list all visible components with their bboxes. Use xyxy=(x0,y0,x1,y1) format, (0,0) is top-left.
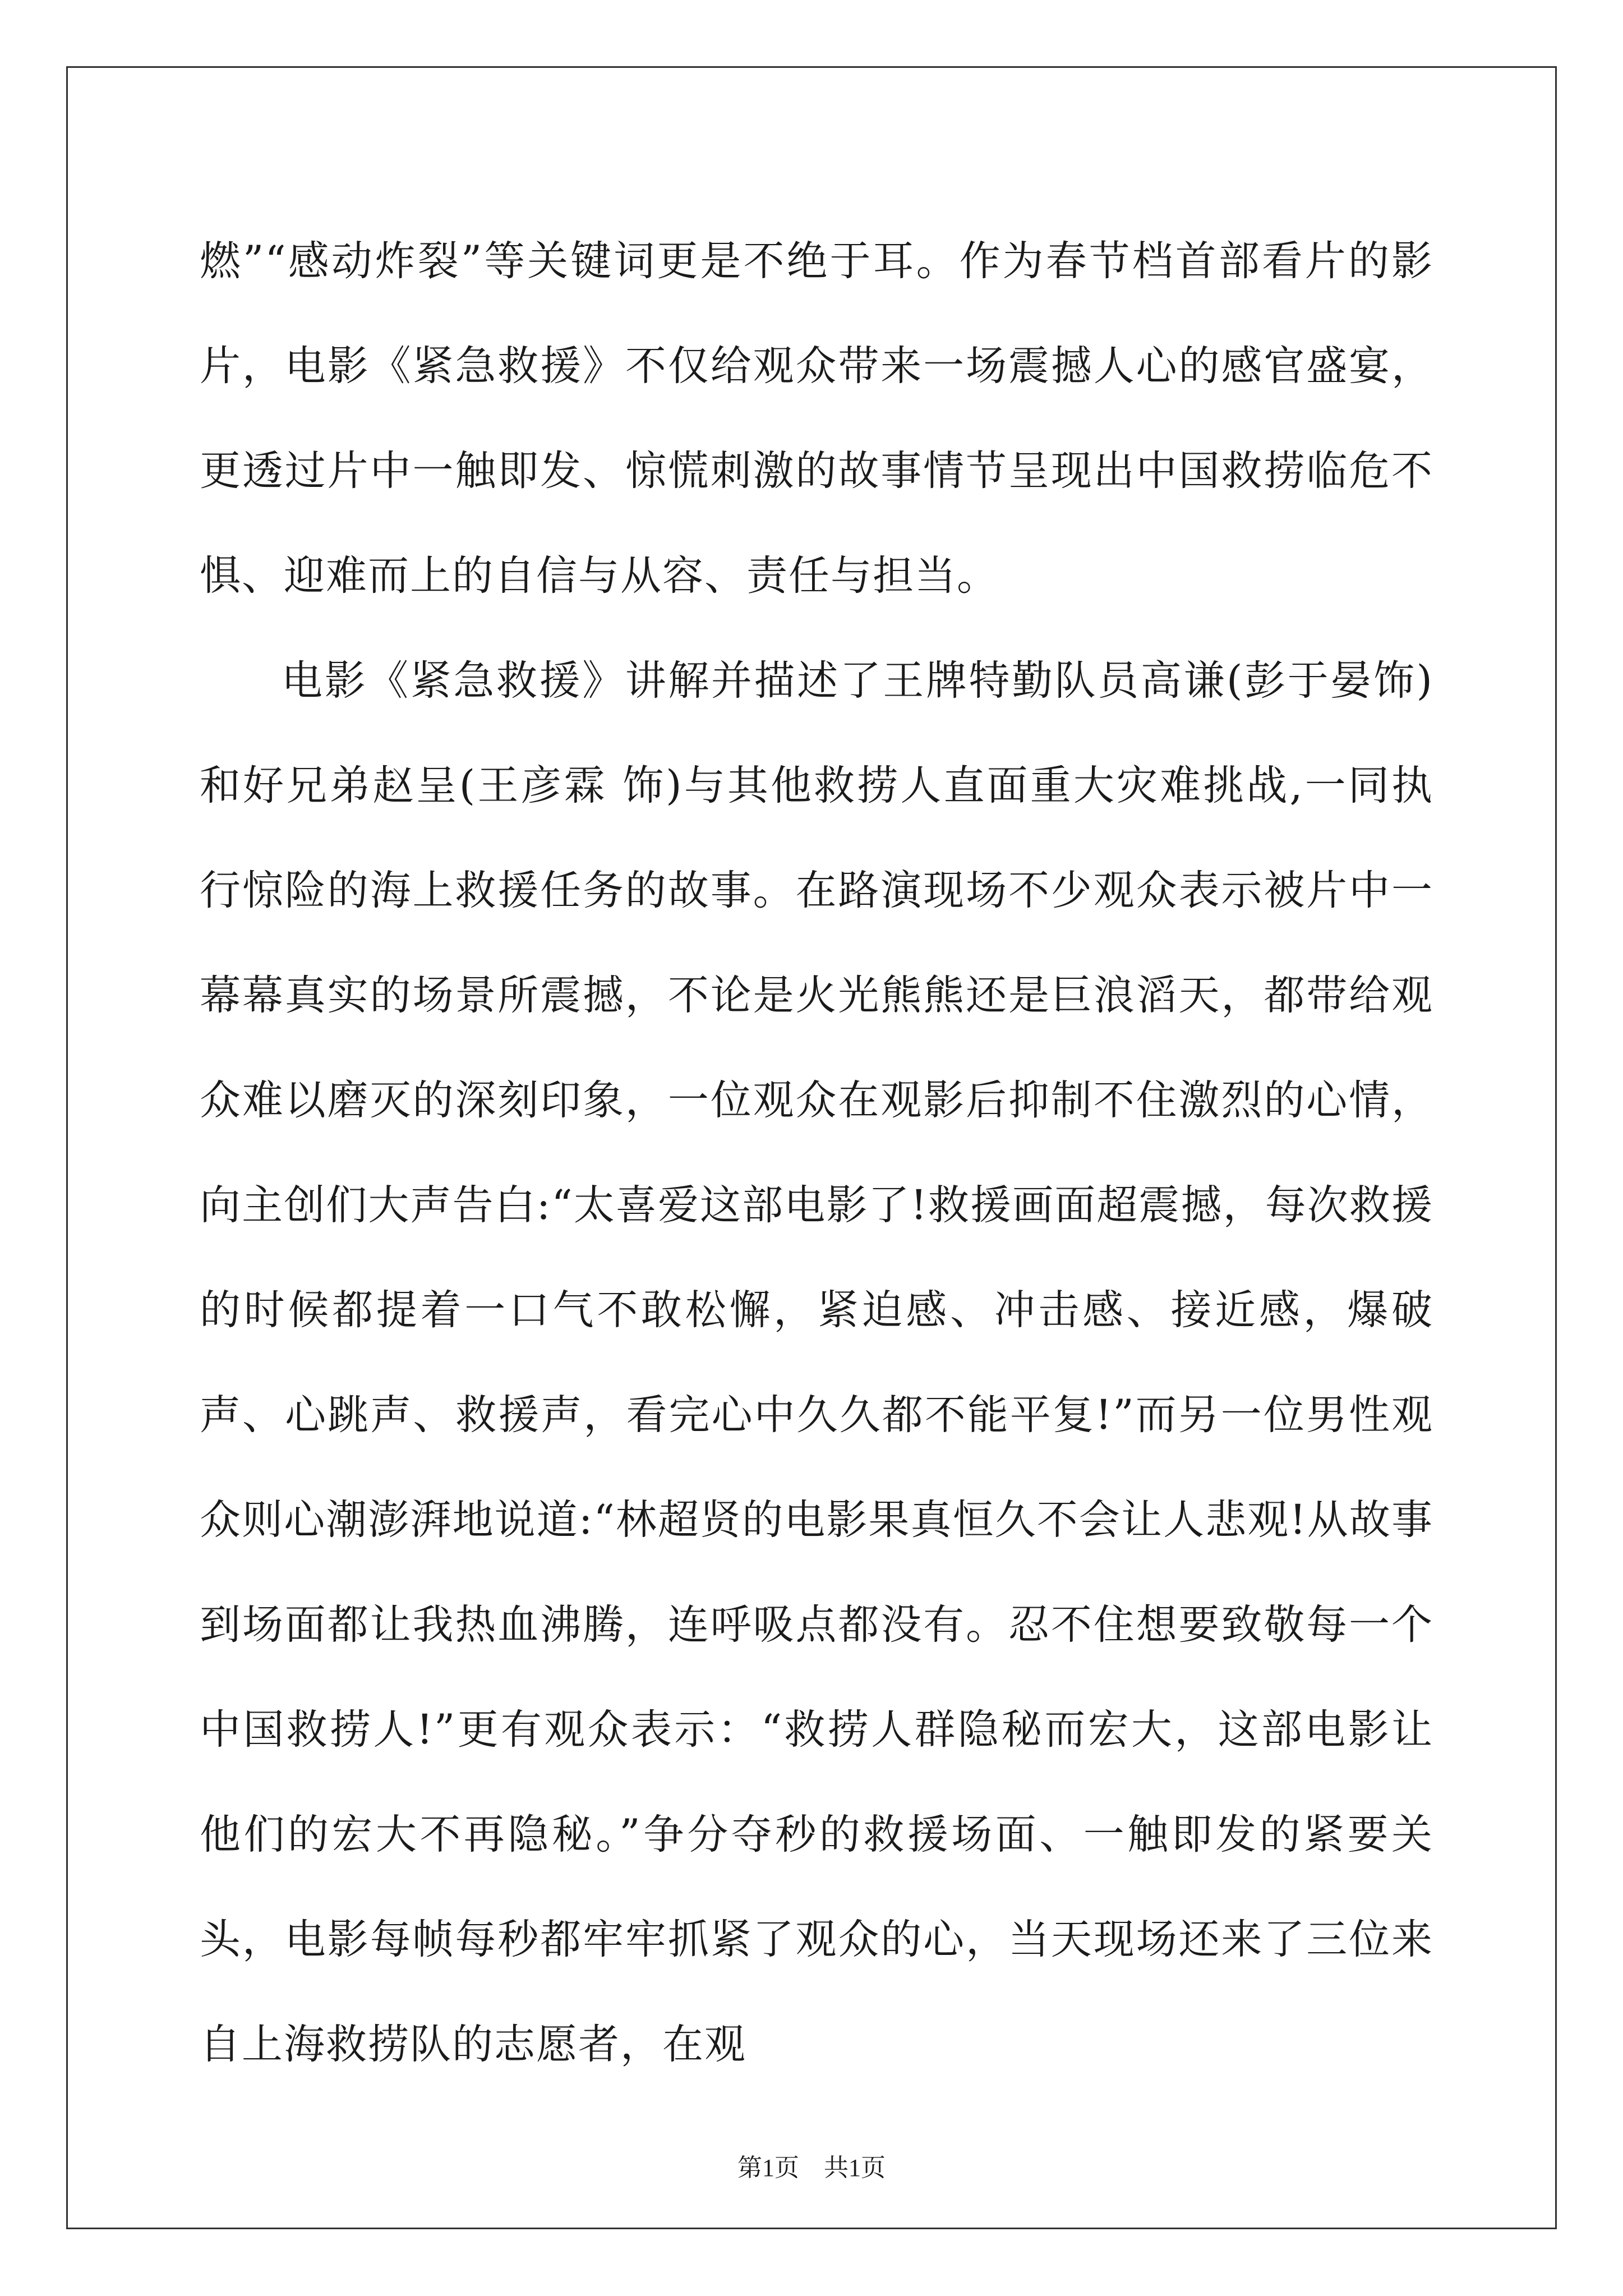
document-body xyxy=(200,209,1433,2097)
paragraph-1: 燃”“感动炸裂”等关键词更是不绝于耳。作为春节档首部看片的影片，电影《紧急救援》不仅给观众带来一场震撼人心的感官盛宴，更透过片中一触即发、惊慌刺激的故事情节呈现出中国救捞临危不惧、迎难而上的自信与从容、责任与担当。 xyxy=(200,237,1433,600)
page-footer: 第1页 共1页 xyxy=(737,2154,886,2182)
paragraph-2: 电影《紧急救援》讲解并描述了王牌特勤队员高谦(彭于晏饰)和好兄弟赵呈(王彦霖 饰)与其他救捞人直面重大灾难挑战,一同执行惊险的海上救援任务的故事。在路演现场不少观众表示被片中一幕幕真实的场景所震撼，不论是火光熊熊还是巨浪滔天，都带给观众难以磨灭的深刻印象，一位观众在观影后抑制不住激烈的心情，向主创们大声告白:“太喜爱这部电影了!救援画面超震撼，每次救援的时候都提着一口气不敢松懈，紧迫感、冲击感、接近感，爆破声、心跳声、救援声，看完心中久久都不能平复!”而另一位男性观众则心潮澎湃地说道:“林超贤的电影果真恒久不会让人悲观!从故事到场面都让我热血沸腾，连呼吸点都没有。忍不住想要致敬每一个中国救捞人!”更有观众表示：“救捞人群隐秘而宏大，这部电影让他们的宏大不再隐秘。”争分夺秒的救援场面、一触即发的紧要关头，电影每帧每秒都牢牢抓紧了观众的心，当天现场还来了三位来自上海救捞队的志愿者，在观 xyxy=(200,657,1433,2068)
